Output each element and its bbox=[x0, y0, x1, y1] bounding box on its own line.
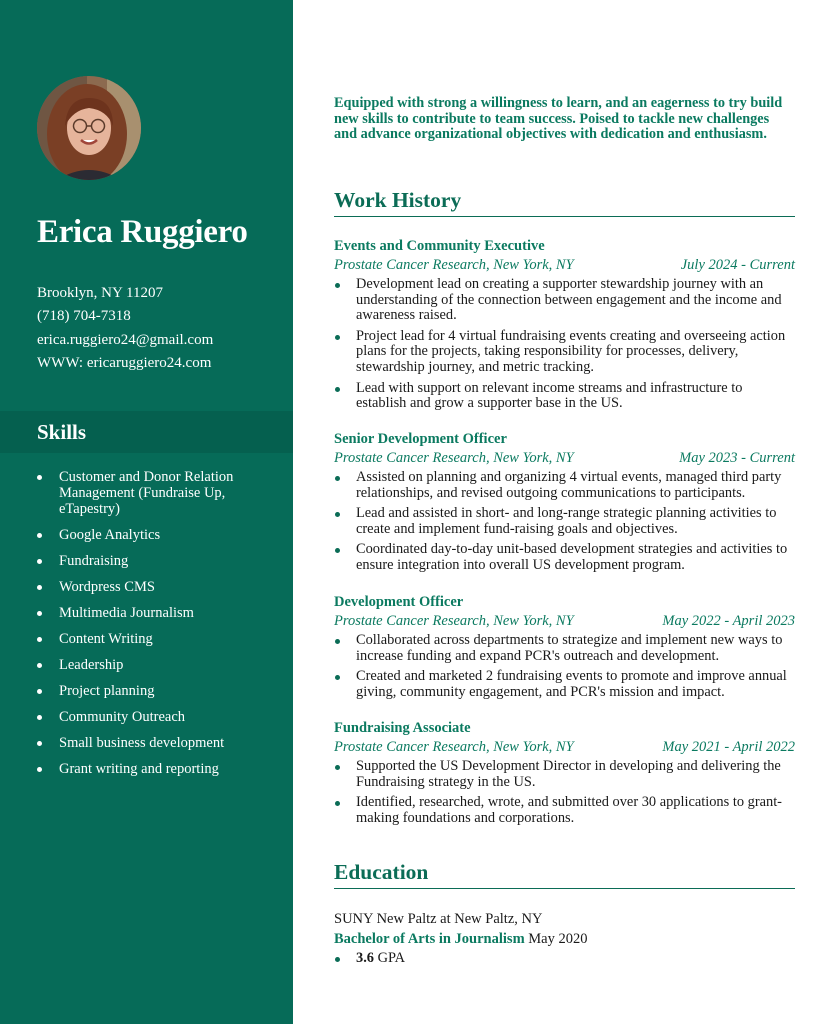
job-bullet: Lead and assisted in short- and long-range strategic planning activities to create and implement fund-raising goals and objectives. bbox=[334, 506, 795, 537]
job-bullet: Created and marketed 2 fundraising events to promote and improve annual giving, community engagement, and PCR's mission and impact. bbox=[334, 669, 795, 700]
job-bullets bbox=[334, 277, 795, 412]
job-entry bbox=[334, 593, 795, 705]
job-dates: May 2021 - April 2022 bbox=[662, 739, 795, 755]
job-bullet: Collaborated across departments to strategize and implement new ways to increase funding and expand PCR's outreach and development. bbox=[334, 633, 795, 664]
job-company: Prostate Cancer Research, New York, NY bbox=[334, 613, 574, 629]
gpa-value: 3.6 bbox=[356, 950, 374, 966]
education-degree-line bbox=[334, 929, 795, 949]
website: WWW: ericaruggiero24.com bbox=[37, 354, 212, 371]
job-title: Fundraising Associate bbox=[334, 720, 471, 736]
email: erica.ruggiero24@gmail.com bbox=[37, 331, 214, 348]
candidate-name: Erica Ruggiero bbox=[37, 214, 248, 250]
job-entry bbox=[334, 719, 795, 831]
skill-item: Wordpress CMS bbox=[37, 579, 277, 595]
skill-item: Fundraising bbox=[37, 553, 277, 569]
job-meta bbox=[334, 611, 795, 631]
skill-item: Grant writing and reporting bbox=[37, 761, 277, 777]
job-entry bbox=[334, 237, 795, 417]
location: Brooklyn, NY 11207 bbox=[37, 285, 163, 301]
job-company: Prostate Cancer Research, New York, NY bbox=[334, 257, 574, 273]
job-entry bbox=[334, 430, 795, 579]
skills-title: Skills bbox=[37, 420, 87, 444]
skill-item: Small business development bbox=[37, 735, 277, 751]
job-bullet: Supported the US Development Director in developing and delivering the Fundraising strategy in the US. bbox=[334, 759, 795, 790]
phone: (718) 704-7318 bbox=[37, 308, 131, 325]
job-bullet: Assisted on planning and organizing 4 virtual events, managed third party relationships, and revised outgoing communications to participants. bbox=[334, 470, 795, 501]
job-meta bbox=[334, 255, 795, 275]
job-bullets bbox=[334, 759, 795, 826]
skill-item: Customer and Donor Relation Management (Fundraise Up, eTapestry) bbox=[37, 469, 277, 517]
job-bullet: Project lead for 4 virtual fundraising events creating and overseeing action plans for the projects, taking responsibility for processes, delivery, stewardship journey, and metric tracking. bbox=[334, 329, 795, 376]
profile-photo bbox=[37, 76, 141, 180]
education-date: May 2020 bbox=[528, 931, 588, 947]
job-bullet: Development lead on creating a supporter stewardship journey with an understanding of the connection between engagement and the income and awareness raised. bbox=[334, 277, 795, 324]
skill-item: Content Writing bbox=[37, 631, 277, 647]
job-bullet: Coordinated day-to-day unit-based development strategies and activities to ensure integration into overall US development program. bbox=[334, 542, 795, 573]
skill-item: Multimedia Journalism bbox=[37, 605, 277, 621]
job-title: Development Officer bbox=[334, 594, 464, 610]
sidebar bbox=[0, 0, 293, 1024]
skill-item: Leadership bbox=[37, 657, 277, 673]
skills-list bbox=[37, 469, 277, 787]
job-company: Prostate Cancer Research, New York, NY bbox=[334, 450, 574, 466]
education-degree: Bachelor of Arts in Journalism bbox=[334, 931, 525, 947]
education-title: Education bbox=[334, 860, 795, 889]
education-bullets bbox=[334, 951, 795, 967]
job-bullets bbox=[334, 470, 795, 574]
job-bullet: Identified, researched, wrote, and submitted over 30 applications to grant-making foundations and corporations. bbox=[334, 795, 795, 826]
profile-photo-image bbox=[37, 76, 141, 180]
skill-item: Community Outreach bbox=[37, 709, 277, 725]
job-bullet: Lead with support on relevant income streams and infrastructure to establish and grow a supporter base in the US. bbox=[334, 381, 795, 412]
work-history-title: Work History bbox=[334, 188, 795, 217]
skill-item: Google Analytics bbox=[37, 527, 277, 543]
job-dates: May 2022 - April 2023 bbox=[662, 613, 795, 629]
job-dates: July 2024 - Current bbox=[680, 257, 795, 273]
job-bullets bbox=[334, 633, 795, 700]
job-dates: May 2023 - Current bbox=[679, 450, 795, 466]
summary: Equipped with strong a willingness to learn, and an eagerness to try build new skills to contribute to team success. Poised to tackle new challenges and advance organizational objectives with dedication and enthusiasm. bbox=[334, 95, 783, 142]
education-entry bbox=[334, 909, 795, 972]
education-school: SUNY New Paltz at New Paltz, NY bbox=[334, 911, 543, 927]
job-title: Events and Community Executive bbox=[334, 238, 545, 254]
skill-item: Project planning bbox=[37, 683, 277, 699]
job-meta bbox=[334, 448, 795, 468]
gpa-label: GPA bbox=[377, 950, 406, 966]
contact-info bbox=[37, 282, 213, 375]
job-meta bbox=[334, 737, 795, 757]
job-company: Prostate Cancer Research, New York, NY bbox=[334, 739, 574, 755]
job-title: Senior Development Officer bbox=[334, 431, 507, 447]
education-gpa bbox=[334, 951, 795, 967]
